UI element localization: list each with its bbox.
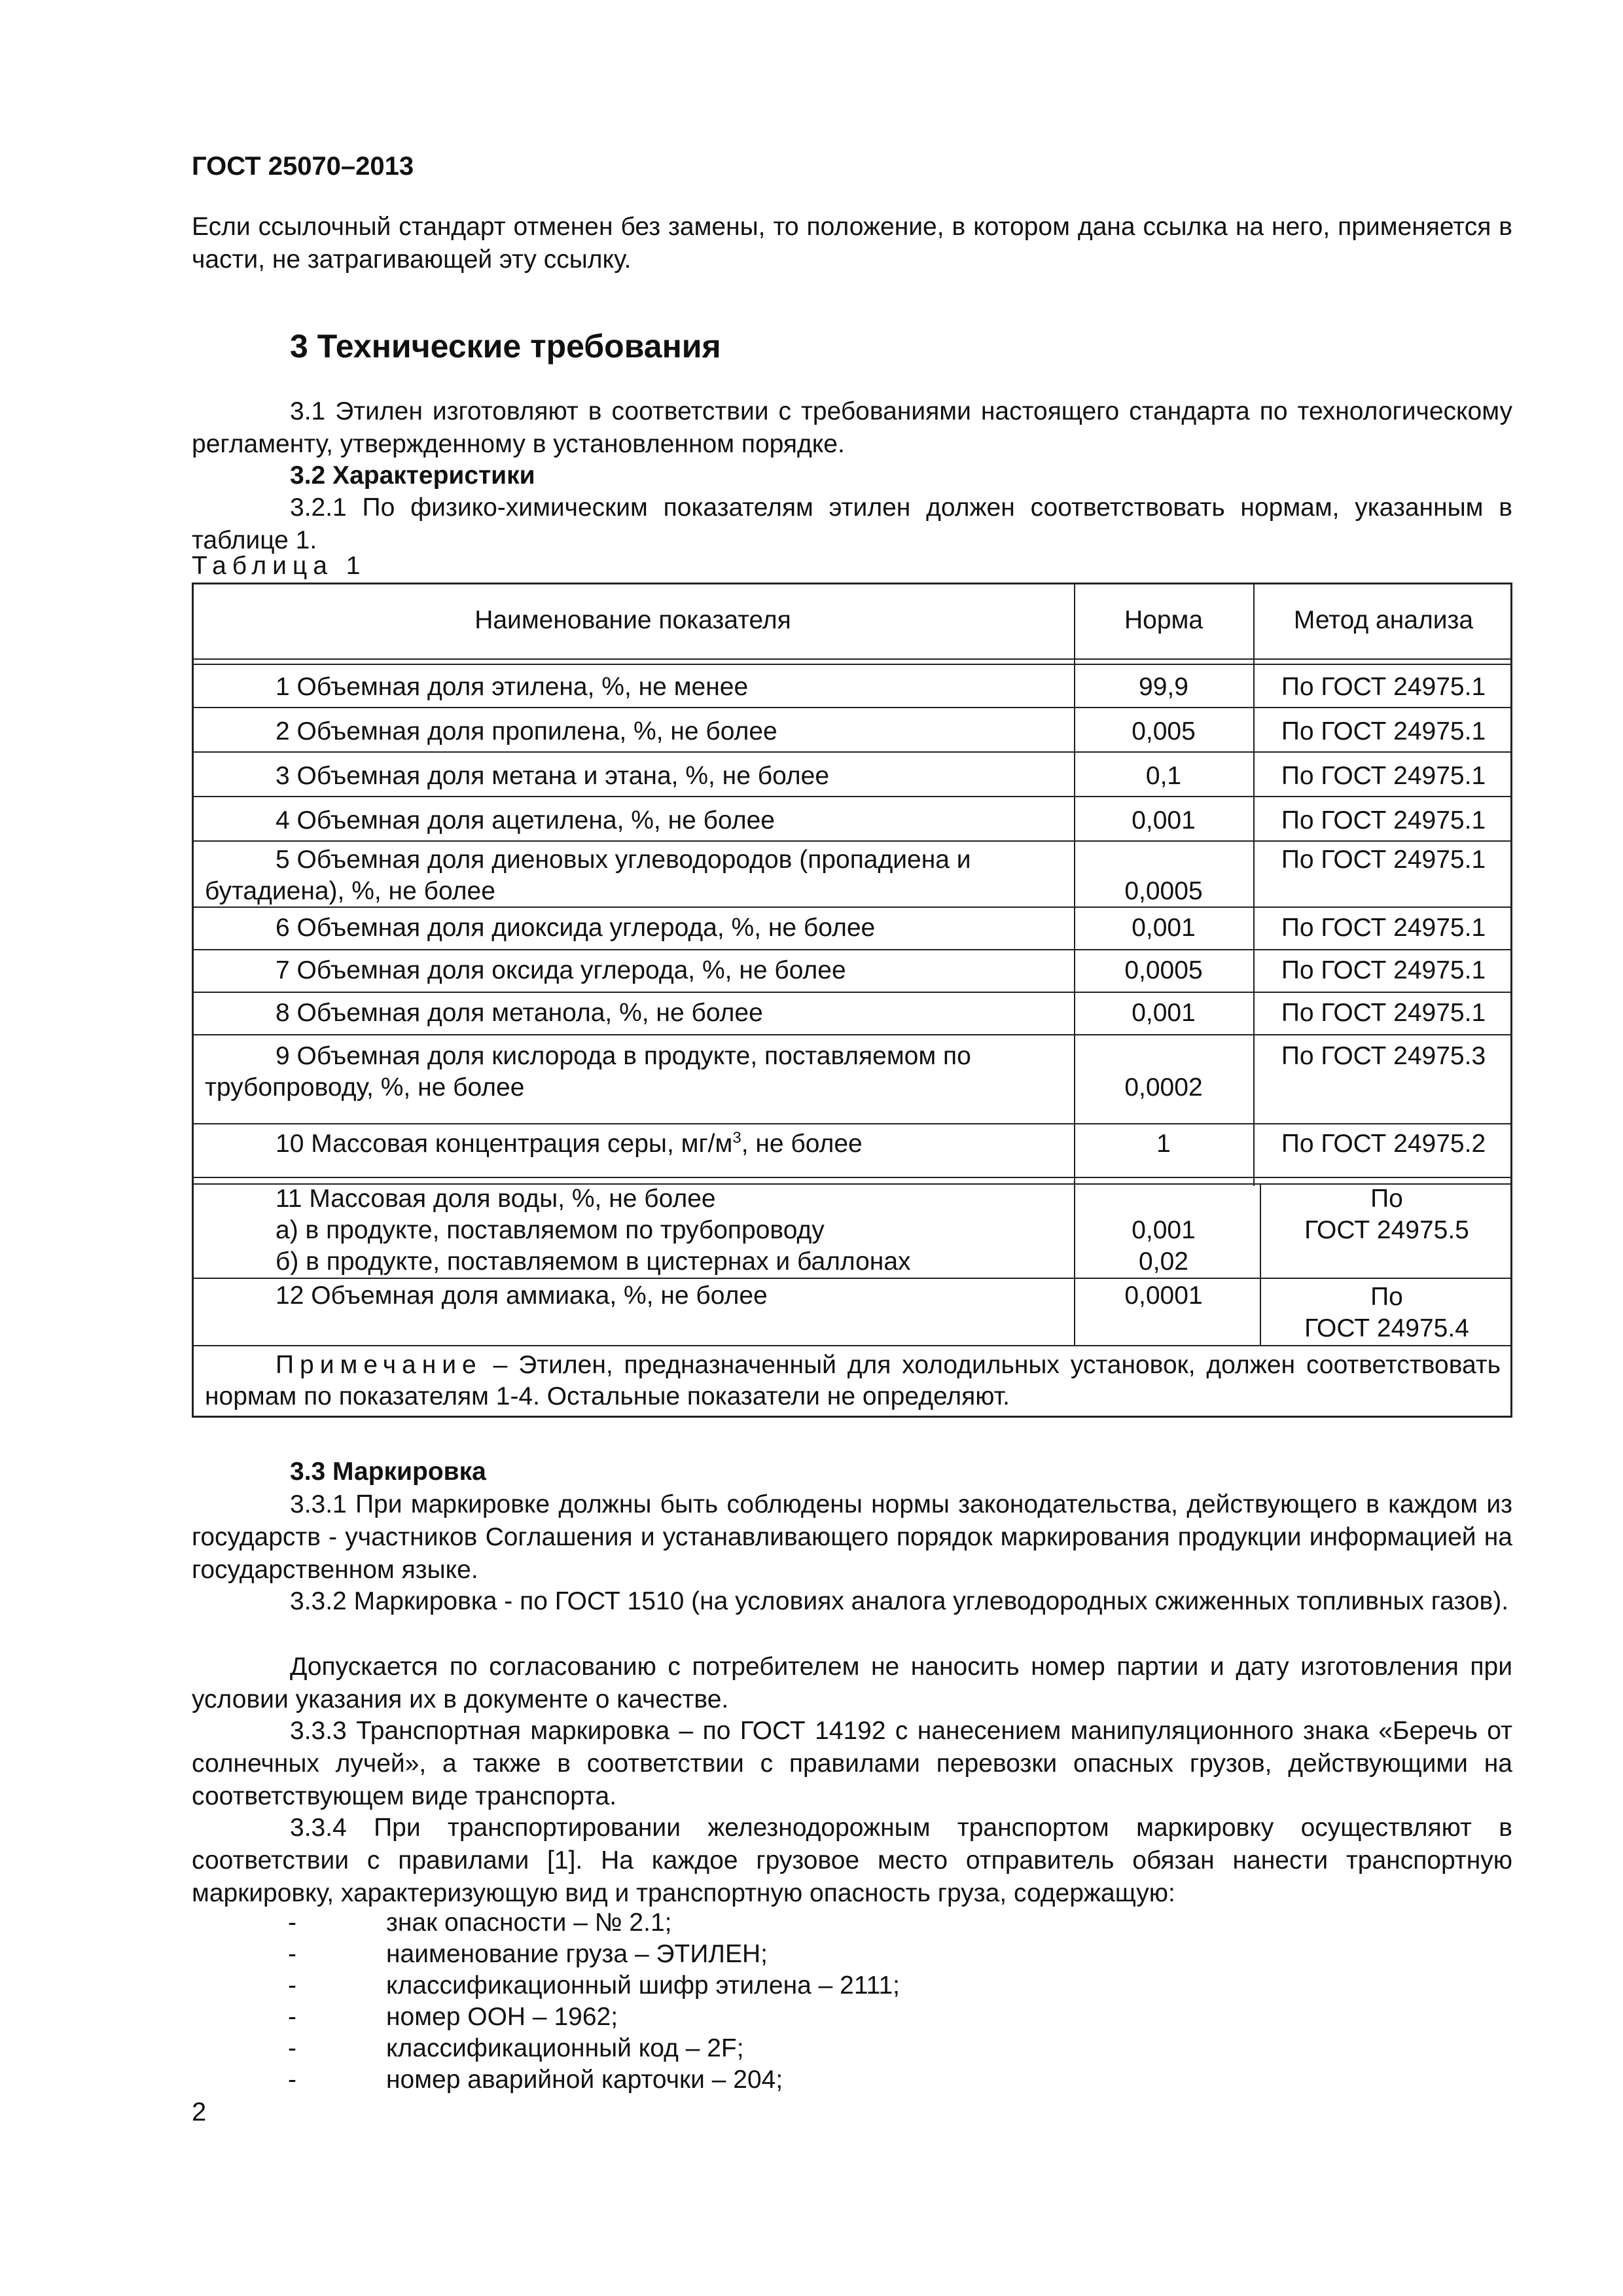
header-norm: Норма (1124, 606, 1204, 634)
table-caption: Таблица 1 (192, 552, 366, 580)
table-row: 5 Объемная доля диеновых углеводородов (пропадиена и бутадиена), %, не более (205, 846, 971, 905)
header-method: Метод анализа (1293, 606, 1474, 634)
row-method: По ГОСТ 24975.4 (1304, 1283, 1469, 1342)
row-method: По ГОСТ 24975.1 (1281, 956, 1486, 984)
header-name: Наименование показателя (474, 606, 791, 634)
paragraph-3-1: 3.1 Этилен изготовляют в соответствии с требованиями настоящего стандарта по технологическому регламенту, утвержденному в установленном порядке. (192, 397, 1512, 458)
table-row: 12 Объемная доля аммиака, %, не более (276, 1282, 768, 1310)
row-norm: 0,005 (1132, 717, 1196, 745)
table-row: 4 Объемная доля ацетилена, %, не более (276, 806, 775, 834)
row-norm: 0,0005 (1124, 877, 1203, 905)
row-method: По ГОСТ 24975.1 (1281, 914, 1486, 942)
row-method: По ГОСТ 24975.1 (1281, 846, 1486, 874)
paragraph-3-3-2: 3.3.2 Маркировка - по ГОСТ 1510 (на условиях аналога углеводородных сжиженных топливных газов). (290, 1587, 1509, 1615)
row-method: По ГОСТ 24975.1 (1281, 717, 1486, 745)
table-row: 1 Объемная доля этилена, %, не менее (276, 673, 749, 701)
row-method: По ГОСТ 24975.1 (1281, 673, 1486, 701)
paragraph-3-3-4: 3.3.4 При транспортировании железнодорожным транспортом маркировку осуществляют в соответствии с правилами [1]. На каждое грузовое место отправитель обязан нанести транспортную маркировку, характеризующую вид и транспортную опасность груза, содержащую: (192, 1814, 1512, 1907)
paragraph-3-3-1: 3.3.1 При маркировке должны быть соблюдены нормы законодательства, действующего в каждом из государств - участников Соглашения и устанавливающего порядок маркирования продукции информацией на государственном языке. (192, 1490, 1512, 1584)
row-norm: 0,0005 (1124, 956, 1203, 984)
row-norm: 0,0002 (1124, 1073, 1203, 1102)
row-norm: 1 (1156, 1130, 1171, 1158)
table-row: 11 Массовая доля воды, %, не более а) в продукте, поставляемом по трубопроводу б) в продукте, поставляемом в цистернах и баллонах (276, 1185, 911, 1276)
section-title: 3 Технические требования (290, 328, 721, 365)
table-row: 8 Объемная доля метанола, %, не более (276, 999, 763, 1027)
row-norm: 99,9 (1139, 673, 1188, 701)
table-row: 10 Массовая концентрация серы, $мг/м^3$, не более (276, 1129, 863, 1158)
heading-3-2: 3.2 Характеристики (290, 461, 535, 490)
row-method: По ГОСТ 24975.3 (1281, 1042, 1486, 1070)
table-row: 2 Объемная доля пропилена, %, не более (276, 717, 777, 745)
row-norm: 0,001 0,02 (1132, 1216, 1196, 1276)
table-row: 9 Объемная доля кислорода в продукте, поставляемом по трубопроводу, %, не более (205, 1042, 971, 1102)
heading-3-3: 3.3 Маркировка (290, 1458, 486, 1486)
row-norm: 0,1 (1145, 762, 1182, 790)
characteristics-table (192, 583, 1512, 1418)
row-method: По ГОСТ 24975.1 (1281, 999, 1486, 1027)
doc-header: ГОСТ 25070–2013 (192, 152, 414, 181)
paragraph-allowed: Допускается по согласованию с потребителем не наносить номер партии и дату изготовления при условии указания их в документе о качестве. (192, 1653, 1512, 1713)
table-row: 3 Объемная доля метана и этана, %, не более (276, 762, 830, 790)
row-norm: 0,0001 (1124, 1282, 1203, 1310)
row-method: По ГОСТ 24975.1 (1281, 806, 1486, 834)
page-number: 2 (192, 2098, 207, 2126)
table-note: Примечание – Этилен, предназначенный для холодильных установок, должен соответствовать нормам по показателям 1-4. Остальные показатели не определяют. (205, 1351, 1501, 1410)
paragraph-3-3-3: 3.3.3 Транспортная маркировка – по ГОСТ 14192 с нанесением манипуляционного знака «Беречь от солнечных лучей», а также в соответствии с правилами перевозки опасных грузов, действующими на соответствующем виде транспорта. (192, 1717, 1512, 1810)
row-norm: 0,001 (1132, 914, 1196, 942)
paragraph-3-2-1: 3.2.1 По физико-химическим показателям этилен должен соответствовать нормам, указанным в таблице 1. (192, 493, 1512, 554)
row-method: По ГОСТ 24975.1 (1281, 762, 1486, 790)
row-norm: 0,001 (1132, 806, 1196, 834)
row-method: По ГОСТ 24975.2 (1281, 1130, 1486, 1158)
intro-paragraph: Если ссылочный стандарт отменен без замены, то положение, в котором дана ссылка на него, применяется в части, не затрагивающей эту ссылку. (192, 213, 1512, 274)
row-method: По ГОСТ 24975.5 (1304, 1185, 1469, 1244)
row-norm: 0,001 (1132, 999, 1196, 1027)
table-row: 7 Объемная доля оксида углерода, %, не более (276, 956, 846, 984)
table-row: 6 Объемная доля диоксида углерода, %, не более (276, 914, 876, 942)
document-page: ГОСТ 25070–2013 Если ссылочный стандарт отменен без замены, то положение, в котором дана ссылка на него, применяется в части, не затрагивающей эту ссылку. 3 Технические требования 3.1 Этилен изготовляют в соответствии с требованиями настоящего стандарта по технологическому регламенту, утвержденному в установленном порядке. 3.2 Характеристики 3.2.1 По физико-химическим показателям этилен должен соответствовать нормам, указанным в таблице 1. Таблица 1 Наименование показателя Норма Метод анализа 1 Объемная доля этилена, %, не менее 99,9 По ГОСТ 24975.1 2 Объемная доля пропилена, %, не более 0,005 По ГОСТ 24975.1 3 Объемная доля метана и этана, %, не более 0,1 По ГОСТ 24975.1 4 Объемная доля ацетилена, %, не более 0,001 По ГОСТ 24975.1 5 Объемная доля диеновых углеводородов (пропадиена и бутадиена), %, не более 0,0005 По ГОСТ 24975.1 6 Объемная доля диоксида углерода, %, не более 0,001 По ГОСТ 24975.1 7 Объемная доля оксида углерода, %, не более 0,0005 По ГОСТ 24975.1 8 Объемная доля метанола, %, не более 0,001 По ГОСТ 24975.1 9 Объемная доля кислорода в продукте, поставляемом по трубопроводу, %, не более 0,0002 По ГОСТ 24975.3 10 Массовая концентрация серы, $мг/м^3$, не более 1 По ГОСТ 24975.2 11 Массовая доля воды, %, не более а) в продукте, поставляемом по трубопроводу б) в продукте, поставляемом в цистернах и баллонах 0,001 0,02 По ГОСТ 24975.5 12 Объемная доля аммиака, %, не более 0,0001 По ГОСТ 24975.4 Примечание – Этилен, предназначенный для холодильных установок, должен соответствовать нормам по показателям 1-4. Остальные показатели не определяют. 3.3 Маркировка 3.3.1 При маркировке должны быть соблюдены нормы законодательства, действующего в каждом из государств - участников Соглашения и устанавливающего порядок маркирования продукции информацией на государственном языке. 3.3.2 Маркировка - по ГОСТ 1510 (на условиях аналога углеводородных сжиженных топливных газов). Допускается по согласованию с потребителем не наносить номер партии и дату изготовления при условии указания их в документе о качестве. 3.3.3 Транспортная маркировка – по ГОСТ 14192 с нанесением манипуляционного знака «Беречь от солнечных лучей», а также в соответствии с правилами перевозки опасных грузов, действующими на соответствующем виде транспорта. 3.3.4 При транспортировании железнодорожным транспортом маркировку осуществляют в соответствии с правилами [1]. На каждое грузовое место отправитель обязан нанести транспортную маркировку, характеризующую вид и транспортную опасность груза, содержащую: - знак опасности – № 2.1; - наименование груза – ЭТИЛЕН; - классификационный шифр этилена – 2111; - номер ООН – 1962; - классификационный код – 2F; - номер аварийной карточки – 204; 2 (192, 152, 1512, 2126)
